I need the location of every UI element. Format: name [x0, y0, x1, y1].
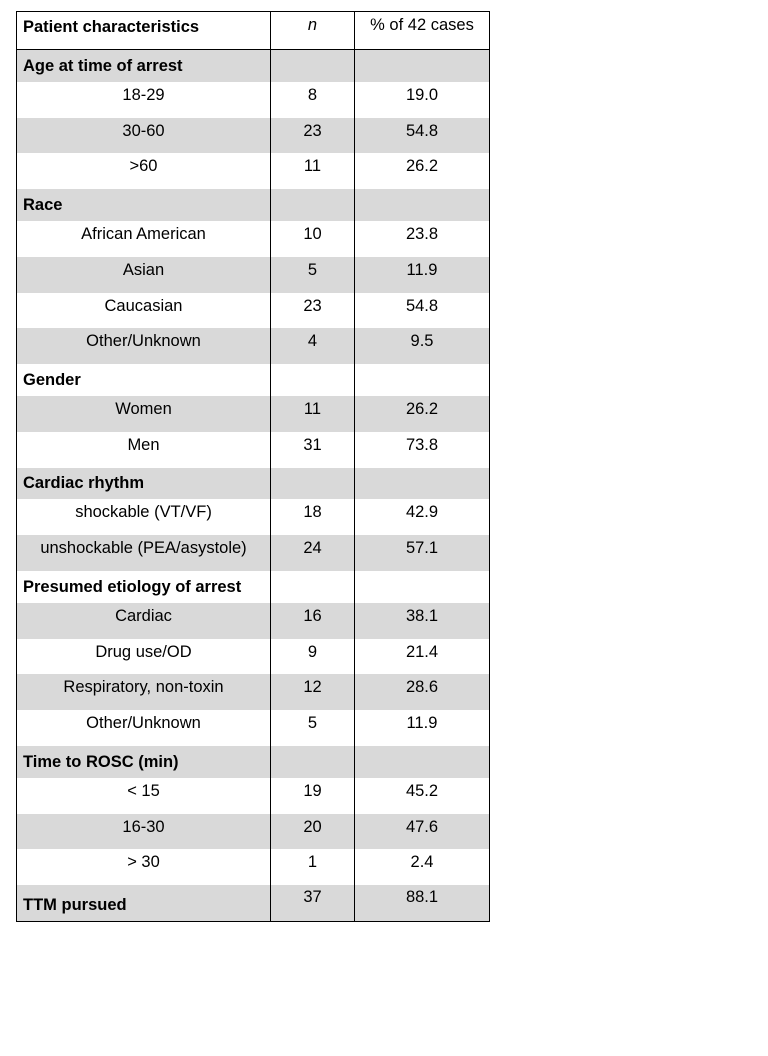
count-cell: 8 [271, 82, 355, 118]
count-cell: 23 [271, 118, 355, 154]
row-label: TTM pursued [17, 885, 271, 921]
count-cell: 5 [271, 710, 355, 746]
section-row [17, 571, 490, 603]
table-row [17, 396, 490, 432]
count-cell: 19 [271, 778, 355, 814]
table-row [17, 82, 490, 118]
section-row [17, 50, 490, 82]
count-cell [271, 50, 355, 82]
percent-cell [355, 50, 490, 82]
row-label: 30-60 [17, 118, 271, 154]
percent-cell: 42.9 [405, 503, 439, 522]
percent-cell: 73.8 [405, 435, 439, 454]
percent-cell [355, 468, 490, 500]
percent-cell: 54.8 [405, 296, 439, 315]
table-row [17, 639, 490, 675]
row-label: shockable (VT/VF) [17, 499, 271, 535]
table-row [17, 535, 490, 571]
section-label: Presumed etiology of arrest [17, 571, 271, 603]
count-cell: 31 [271, 432, 355, 468]
table-row [17, 118, 490, 154]
percent-cell: 88.1 [355, 885, 490, 921]
section-row [17, 364, 490, 396]
count-cell: 11 [271, 396, 355, 432]
table-body [17, 50, 490, 922]
row-label: Cardiac [17, 603, 271, 639]
count-cell: 37 [271, 885, 355, 921]
percent-cell: 11.9 [355, 257, 490, 293]
row-label: Men [17, 432, 271, 468]
count-cell [271, 468, 355, 500]
count-cell [271, 364, 355, 396]
row-label: > 30 [17, 849, 271, 885]
percent-cell: 19.0 [405, 85, 439, 104]
percent-cell: 54.8 [355, 118, 490, 154]
count-cell: 9 [271, 639, 355, 675]
count-cell: 18 [271, 499, 355, 535]
section-label: Age at time of arrest [17, 50, 271, 82]
row-label: >60 [17, 153, 271, 189]
row-label: Other/Unknown [17, 710, 271, 746]
count-cell [271, 189, 355, 221]
row-label: Drug use/OD [17, 639, 271, 675]
header-percent-cases: % of 42 cases [355, 12, 490, 50]
section-label: Cardiac rhythm [17, 468, 271, 500]
percent-cell: 26.2 [405, 157, 439, 176]
section-label: Race [17, 189, 271, 221]
table-row [17, 257, 490, 293]
table-row [17, 499, 490, 535]
row-label: Caucasian [17, 293, 271, 329]
summary-row [17, 885, 490, 921]
count-cell: 16 [271, 603, 355, 639]
percent-cell: 23.8 [405, 224, 439, 243]
count-cell: 20 [271, 814, 355, 850]
table-row [17, 293, 490, 329]
table-row [17, 674, 490, 710]
percent-cell [355, 189, 490, 221]
count-cell: 5 [271, 257, 355, 293]
percent-cell [355, 571, 490, 603]
table-row [17, 778, 490, 814]
count-cell: 1 [271, 849, 355, 885]
row-label: Asian [17, 257, 271, 293]
count-cell: 23 [271, 293, 355, 329]
patient-characteristics-table [16, 11, 490, 922]
table-row [17, 603, 490, 639]
percent-cell: 11.9 [406, 714, 438, 733]
section-label: Gender [17, 364, 271, 396]
header-n: n [271, 12, 355, 50]
row-label: Other/Unknown [17, 328, 271, 364]
percent-cell [355, 364, 490, 396]
table-row [17, 328, 490, 364]
row-label: 16-30 [17, 814, 271, 850]
table-row [17, 814, 490, 850]
table-row [17, 432, 490, 468]
count-cell: 4 [271, 328, 355, 364]
row-label: < 15 [17, 778, 271, 814]
count-cell: 11 [271, 153, 355, 189]
percent-cell: 9.5 [355, 328, 490, 364]
percent-cell: 28.6 [355, 674, 490, 710]
table-row [17, 849, 490, 885]
section-row [17, 468, 490, 500]
patient-characteristics-table-container [16, 11, 489, 922]
table-row [17, 710, 490, 746]
count-cell [271, 746, 355, 778]
count-cell: 10 [271, 221, 355, 257]
table-header-row [17, 12, 490, 50]
table-row [17, 221, 490, 257]
section-label: Time to ROSC (min) [17, 746, 271, 778]
header-patient-characteristics: Patient characteristics [17, 12, 271, 50]
percent-cell [355, 746, 490, 778]
percent-cell: 26.2 [355, 396, 490, 432]
row-label: unshockable (PEA/asystole) [17, 535, 271, 571]
row-label: African American [17, 221, 271, 257]
table-row [17, 153, 490, 189]
count-cell [271, 571, 355, 603]
percent-cell: 57.1 [355, 535, 490, 571]
row-label: Women [17, 396, 271, 432]
count-cell: 24 [271, 535, 355, 571]
percent-cell: 47.6 [355, 814, 490, 850]
percent-cell: 2.4 [410, 853, 434, 872]
percent-cell: 21.4 [405, 642, 439, 661]
row-label: 18-29 [17, 82, 271, 118]
count-cell: 12 [271, 674, 355, 710]
section-row [17, 746, 490, 778]
row-label: Respiratory, non-toxin [17, 674, 271, 710]
percent-cell: 38.1 [355, 603, 490, 639]
percent-cell: 45.2 [405, 781, 439, 800]
section-row [17, 189, 490, 221]
